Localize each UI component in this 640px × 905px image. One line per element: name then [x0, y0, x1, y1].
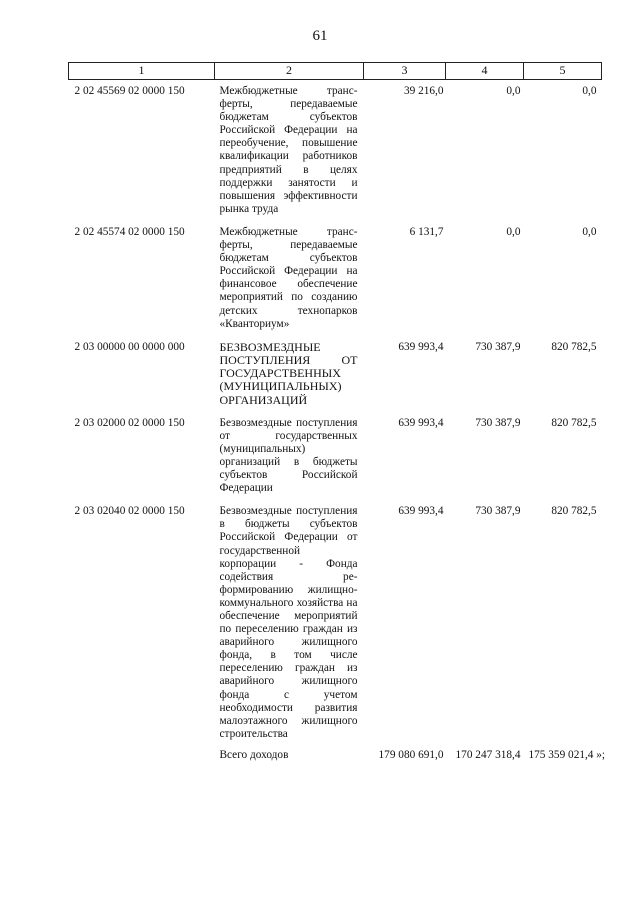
revenue-description: Межбюджетные трансферты, передаваемые бюджетам субъектов Российской Федерации на финансовое обеспечение мероприятий по созданию детских технопарков «Кванториум»	[219, 225, 358, 330]
revenue-code: 2 02 45574 02 0000 150	[74, 225, 185, 238]
total-row	[69, 746, 602, 767]
table-row	[69, 500, 602, 746]
amount-year-1: 6 131,7	[409, 225, 444, 238]
revenue-table	[68, 62, 606, 767]
amount-year-3: 820 782,5	[551, 340, 597, 353]
revenue-code: 2 02 45569 02 0000 150	[74, 85, 185, 97]
amount-year-2: 730 387,9	[475, 340, 521, 353]
amount-year-2: 730 387,9	[475, 416, 521, 429]
table-row	[69, 221, 602, 336]
revenue-description: Межбюджетные трансферты, передаваемые бюджетам субъектов Российской Федерации на переобучение, повышение квалификации работников предприятий в целях поддержки занятости и повышения эффективности рынка труда	[219, 85, 358, 215]
total-year-1: 179 080 691,0	[378, 748, 444, 761]
column-header-5: 5	[524, 63, 602, 80]
table-header-row	[69, 63, 602, 80]
column-header-3: 3	[364, 63, 446, 80]
column-header-1: 1	[69, 63, 215, 80]
revenue-description: Безвозмездные поступления от государственных (муниципальных) организаций в бюджеты субъектов Российской Федерации	[219, 416, 358, 495]
amount-year-1: 639 993,4	[398, 340, 444, 353]
amount-year-2: 730 387,9	[475, 505, 521, 518]
revenue-code: 2 03 02000 02 0000 150	[74, 416, 185, 429]
table-row	[69, 336, 602, 412]
amount-year-3: 820 782,5	[551, 416, 597, 429]
amount-year-2: 0,0	[506, 225, 521, 238]
total-code-cell	[69, 746, 215, 767]
revenue-description: БЕЗВОЗМЕЗДНЫЕ ПОСТУПЛЕНИЯ ОТ ГОСУДАРСТВЕННЫХ (МУНИЦИПАЛЬНЫХ) ОРГАНИЗАЦИЙ	[219, 339, 358, 407]
amount-year-1: 639 993,4	[398, 505, 444, 518]
amount-year-2: 0,0	[506, 85, 521, 97]
total-year-2: 170 247 318,4	[455, 748, 521, 761]
amount-year-3: 0,0	[582, 85, 597, 97]
amount-year-3: 0,0	[582, 225, 597, 238]
total-year-3: 175 359 021,4 »;	[528, 748, 606, 761]
revenue-code: 2 03 00000 00 0000 000	[74, 340, 185, 353]
column-header-4: 4	[446, 63, 524, 80]
revenue-description: Безвозмездные поступления в бюджеты субъектов Российской Федерации от государственной корпорации - Фонда содействия реформированию жилищно-коммунального хозяйства на обеспечение мероприятий по переселению граждан из аварийного жилищного фонда, в том числе переселению граждан из аварийного жилищного фонда с учетом необходимости развития малоэтажного жилищного строительства	[219, 505, 358, 740]
table-row	[69, 80, 602, 221]
amount-year-1: 639 993,4	[398, 416, 444, 429]
revenue-code: 2 03 02040 02 0000 150	[74, 505, 185, 518]
amount-year-3: 820 782,5	[551, 505, 597, 518]
page-number: 61	[312, 28, 328, 44]
column-header-2: 2	[215, 63, 364, 80]
table-row	[69, 412, 602, 501]
amount-year-1: 39 216,0	[403, 85, 444, 97]
total-label: Всего доходов	[219, 748, 289, 761]
